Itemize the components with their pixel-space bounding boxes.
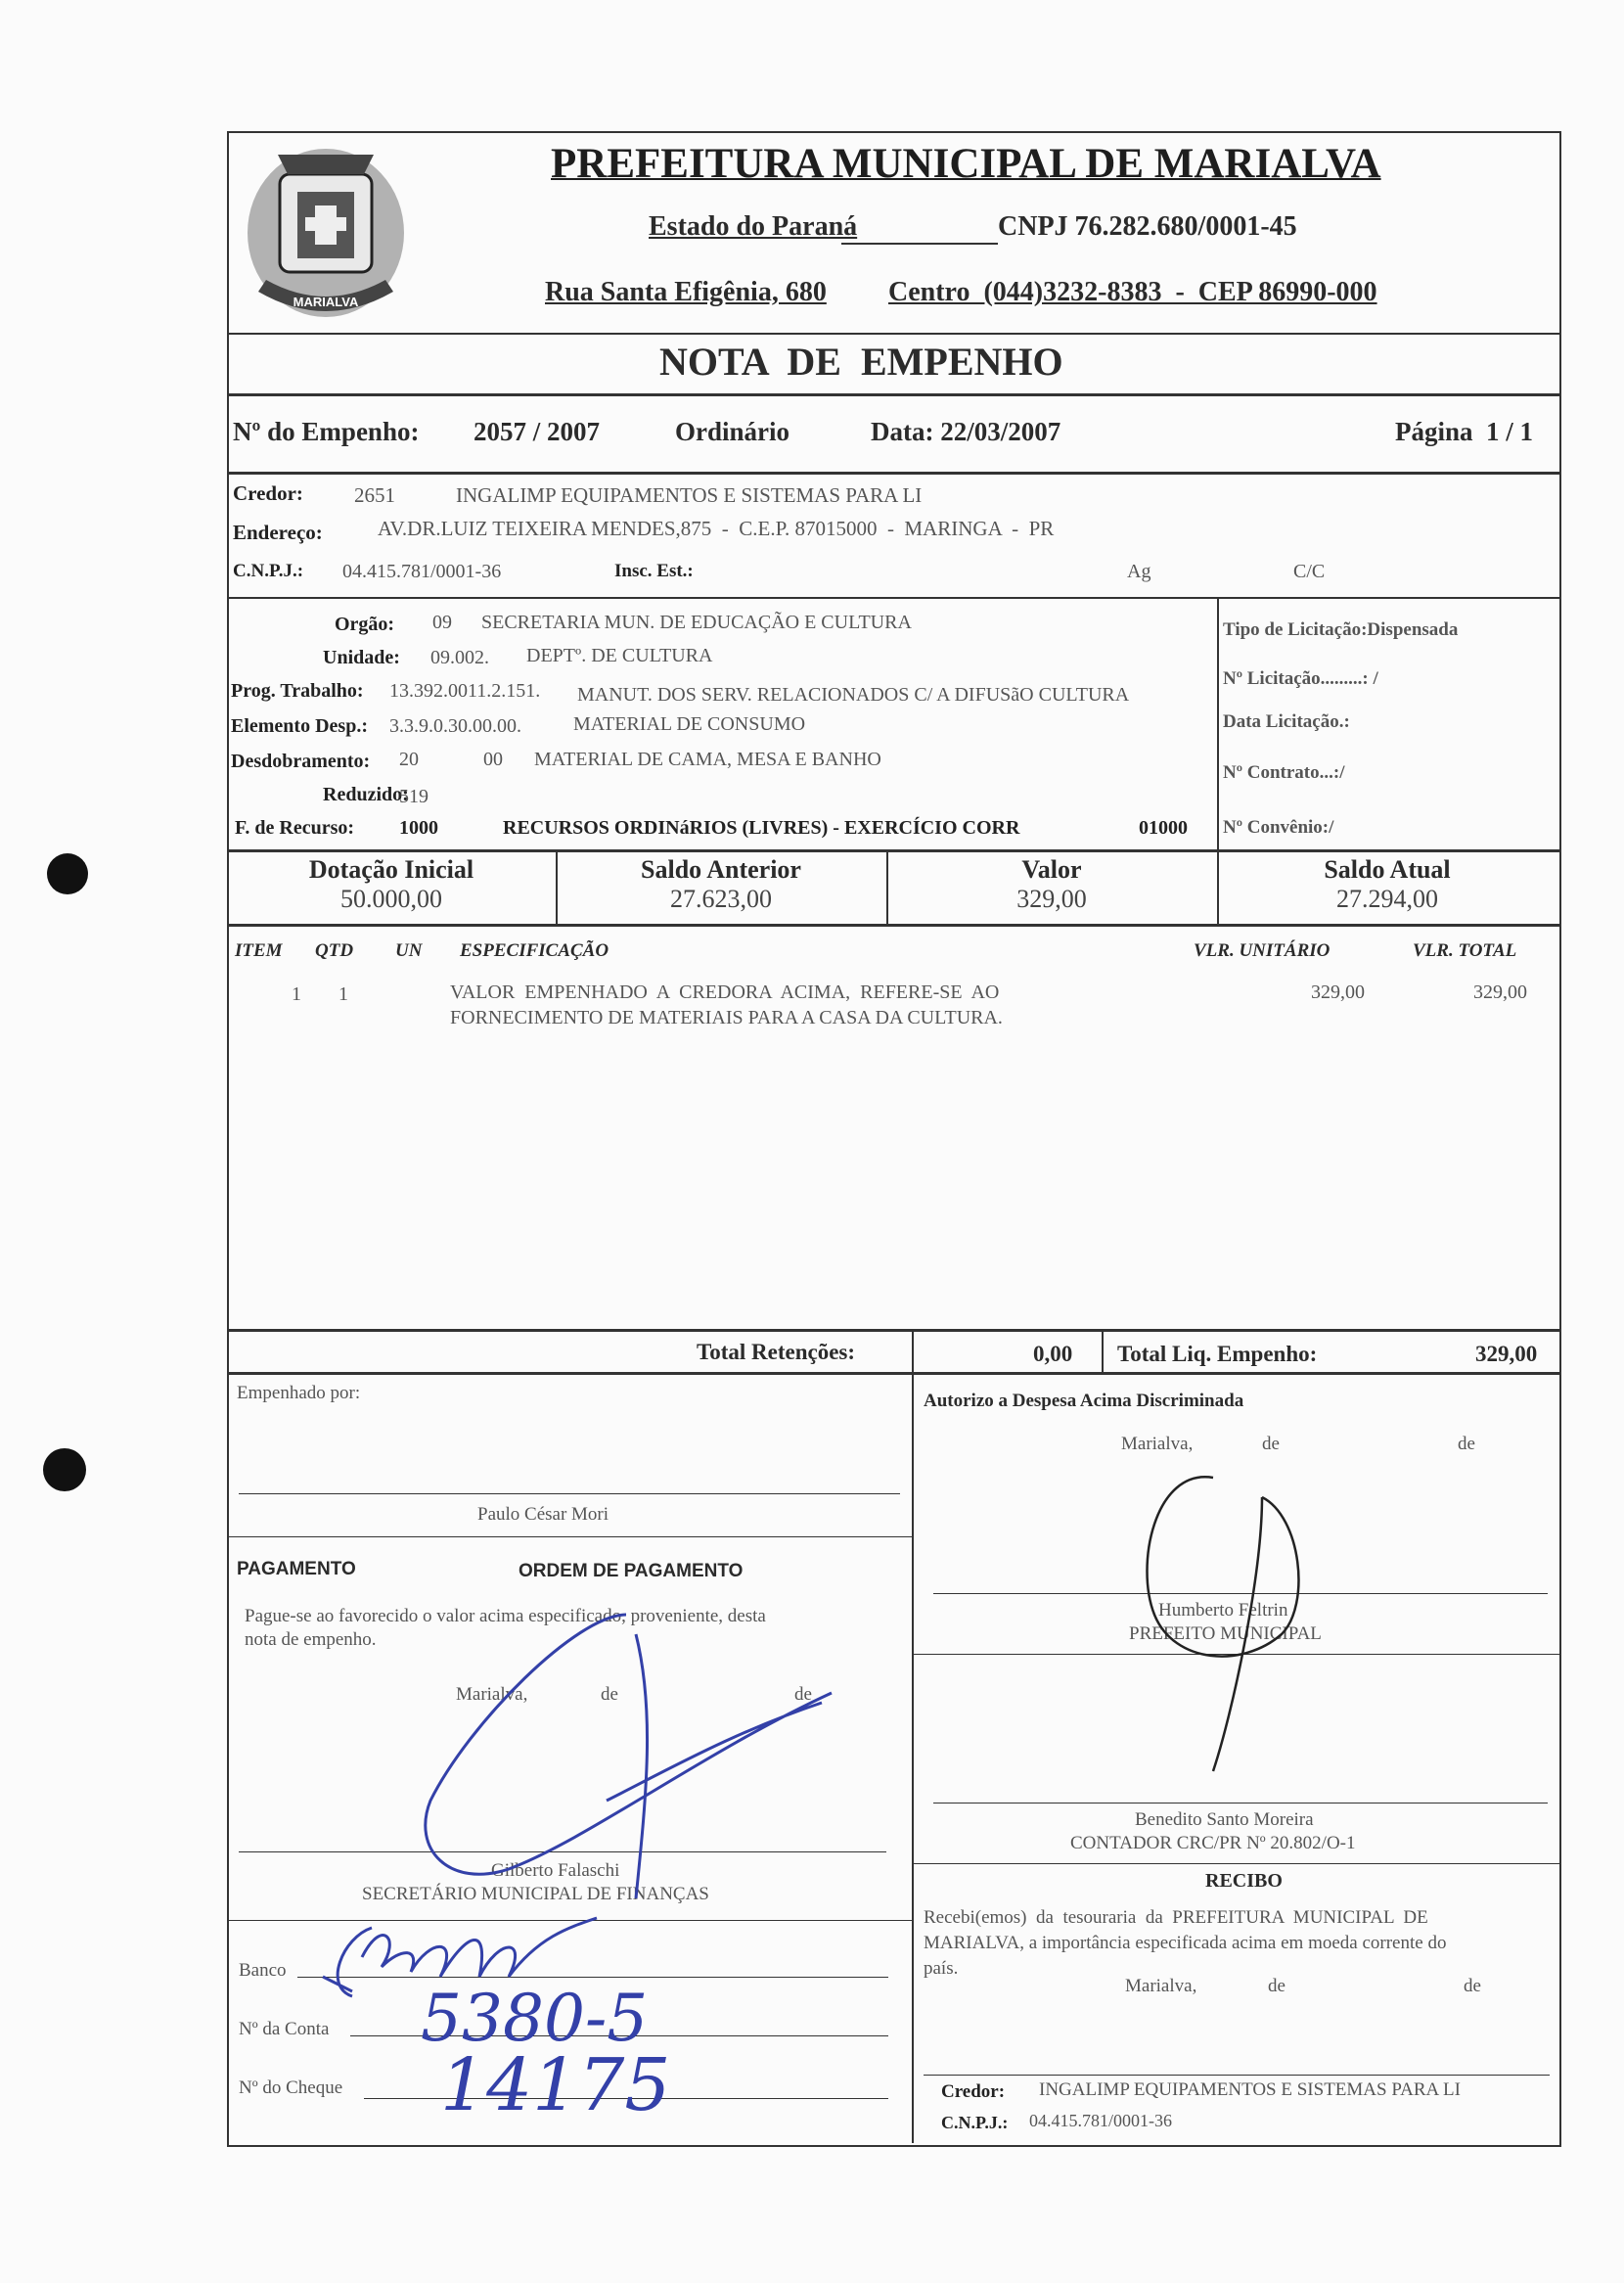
dotacao-inicial-value: 50.000,00 <box>340 885 442 913</box>
dotacao-inicial-label: Dotação Inicial <box>308 855 474 884</box>
valor-value: 329,00 <box>1016 885 1087 913</box>
desdobramento-value1: 20 <box>399 749 419 770</box>
row-item: 1 <box>292 983 301 1005</box>
empenho-date: Data: 22/03/2007 <box>871 417 1061 446</box>
punch-hole-top <box>47 853 88 894</box>
prog-trabalho-label: Prog. Trabalho: <box>231 680 364 702</box>
contador-nome: Benedito Santo Moreira <box>1135 1809 1314 1830</box>
recurso-code: 01000 <box>1139 817 1188 839</box>
credor-code: 2651 <box>354 483 395 507</box>
col-vlr-total: VLR. TOTAL <box>1413 940 1517 961</box>
orgao-desc: SECRETARIA MUN. DE EDUCAÇÃO E CULTURA <box>481 612 912 633</box>
header-state: Estado do Paraná <box>649 211 858 242</box>
cnpj-value: 04.415.781/0001-36 <box>342 561 502 582</box>
empenho-number-label: Nº do Empenho: <box>233 417 420 446</box>
licitacao-data: Data Licitação.: <box>1223 711 1350 732</box>
prefeito-nome: Humberto Feltrin <box>1158 1600 1288 1621</box>
desdobramento-desc: MATERIAL DE CAMA, MESA E BANHO <box>534 749 881 770</box>
orgao-value: 09 <box>432 612 452 633</box>
insc-est-label: Insc. Est.: <box>614 561 694 581</box>
recurso-label: F. de Recurso: <box>235 817 355 839</box>
saldo-atual-label: Saldo Atual <box>1324 855 1451 884</box>
saldo-atual-value: 27.294,00 <box>1336 885 1438 913</box>
orgao-label: Orgão: <box>335 614 395 635</box>
autorizo-de1: de <box>1262 1434 1280 1454</box>
recibo-cnpj-label: C.N.P.J.: <box>941 2113 1009 2132</box>
pagamento-texto-l1: Pague-se ao favorecido o valor acima especificado, proveniente, desta <box>245 1606 766 1626</box>
pagamento-de2: de <box>794 1684 812 1705</box>
total-liq-label: Total Liq. Empenho: <box>1117 1342 1318 1366</box>
doc-title: NOTA DE EMPENHO <box>659 340 1063 384</box>
credor-label: Credor: <box>233 481 303 505</box>
recibo-de2: de <box>1464 1976 1481 1996</box>
empenhado-por-label: Empenhado por: <box>237 1383 361 1403</box>
header-address: Rua Santa Efigênia, 680 <box>545 277 827 307</box>
banco-label: Banco <box>239 1960 287 1981</box>
prefeito-signature <box>1115 1458 1331 1791</box>
desdobramento-label: Desdobramento: <box>231 751 371 772</box>
total-liq-value: 329,00 <box>1475 1342 1538 1366</box>
recibo-de1: de <box>1268 1976 1286 1996</box>
conta-handwritten: 5380-5 <box>421 1981 649 2056</box>
recibo-credor-label: Credor: <box>941 2081 1006 2102</box>
recibo-title: RECIBO <box>1205 1870 1283 1892</box>
row-espec-line2: FORNECIMENTO DE MATERIAIS PARA A CASA DA CULTURA. <box>450 1007 1003 1028</box>
seal-text: MARIALVA <box>293 295 359 309</box>
pagamento-local: Marialva, <box>456 1684 528 1705</box>
page-number: Página 1 / 1 <box>1395 417 1534 446</box>
credor-name: INGALIMP EQUIPAMENTOS E SISTEMAS PARA LI <box>456 483 923 507</box>
cc-label: C/C <box>1293 561 1326 582</box>
secretario-cargo: SECRETÁRIO MUNICIPAL DE FINANÇAS <box>362 1884 709 1904</box>
conta-label: Nº da Conta <box>239 2019 330 2039</box>
reduzido-label: Reduzido: <box>323 784 409 805</box>
convenio-numero: Nº Convênio:/ <box>1223 817 1334 838</box>
saldo-anterior <box>556 855 886 914</box>
prog-trabalho-desc: MANUT. DOS SERV. RELACIONADOS C/ A DIFUSãO CULTURA <box>577 684 1130 706</box>
row-espec-line1: VALOR EMPENHADO A CREDORA ACIMA, REFERE-SE AO <box>450 982 1000 1003</box>
ag-label: Ag <box>1127 561 1151 582</box>
col-un: UN <box>395 940 423 961</box>
contrato-numero: Nº Contrato...:/ <box>1223 762 1345 783</box>
recurso-desc: RECURSOS ORDINáRIOS (LIVRES) - EXERCÍCIO CORR <box>503 817 1020 839</box>
saldo-dotacao-inicial <box>227 855 556 914</box>
empenho-type: Ordinário <box>675 417 790 446</box>
saldo-anterior-label: Saldo Anterior <box>641 855 801 884</box>
row-vlr-unitario: 329,00 <box>1311 982 1365 1003</box>
recibo-credor-value: INGALIMP EQUIPAMENTOS E SISTEMAS PARA LI <box>1039 2079 1461 2100</box>
prog-trabalho-value: 13.392.0011.2.151. <box>389 680 541 702</box>
saldo-atual <box>1217 855 1557 914</box>
pagamento-de1: de <box>601 1684 618 1705</box>
unidade-desc: DEPTº. DE CULTURA <box>526 645 713 666</box>
row-qtd: 1 <box>338 983 348 1005</box>
municipal-seal <box>239 135 413 331</box>
endereco-label: Endereço: <box>233 521 323 544</box>
recibo-texto-l2: MARIALVA, a importância especificada acima em moeda corrente do <box>924 1933 1447 1953</box>
punch-hole-bottom <box>43 1448 86 1491</box>
endereco-value: AV.DR.LUIZ TEIXEIRA MENDES,875 - C.E.P. 87015000 - MARINGA - PR <box>378 517 1055 540</box>
cheque-handwritten: 14175 <box>440 2043 671 2127</box>
autorizo-label: Autorizo a Despesa Acima Discriminada <box>924 1391 1244 1411</box>
secretario-nome: Gilberto Falaschi <box>491 1860 620 1881</box>
unidade-value: 09.002. <box>430 647 489 668</box>
recibo-cnpj-value: 04.415.781/0001-36 <box>1029 2111 1172 2130</box>
secretario-signature <box>411 1605 841 1918</box>
licitacao-tipo: Tipo de Licitação:Dispensada <box>1223 619 1459 640</box>
cnpj-label: C.N.P.J.: <box>233 561 304 581</box>
valor-label: Valor <box>1021 855 1082 884</box>
autorizo-de2: de <box>1458 1434 1475 1454</box>
recibo-texto-l3: país. <box>924 1958 959 1979</box>
col-vlr-unitario: VLR. UNITÁRIO <box>1194 940 1331 961</box>
prefeito-cargo: PREFEITO MUNICIPAL <box>1129 1623 1322 1644</box>
header-contact: Centro (044)3232-8383 - CEP 86990-000 <box>888 277 1377 307</box>
recibo-texto-l1: Recebi(emos) da tesouraria da PREFEITURA MUNICIPAL DE <box>924 1907 1428 1928</box>
pagamento-label: PAGAMENTO <box>237 1559 356 1579</box>
contador-cargo: CONTADOR CRC/PR Nº 20.802/O-1 <box>1070 1833 1356 1853</box>
saldo-valor <box>886 855 1217 914</box>
prefeitura-title: PREFEITURA MUNICIPAL DE MARIALVA <box>551 141 1381 187</box>
reduzido-value: 519 <box>399 786 429 807</box>
row-vlr-total: 329,00 <box>1473 982 1527 1003</box>
ordem-pagamento-label: ORDEM DE PAGAMENTO <box>519 1561 744 1581</box>
pagamento-texto-l2: nota de empenho. <box>245 1629 377 1650</box>
elemento-value: 3.3.9.0.30.00.00. <box>389 715 521 737</box>
empenhado-por-nome: Paulo César Mori <box>477 1504 609 1525</box>
empenho-number: 2057 / 2007 <box>474 417 601 446</box>
recibo-local: Marialva, <box>1125 1976 1197 1996</box>
total-retencoes-value: 0,00 <box>1033 1342 1073 1366</box>
col-especificacao: ESPECIFICAÇÃO <box>460 940 609 961</box>
col-qtd: QTD <box>315 940 354 961</box>
licitacao-numero: Nº Licitação.........: / <box>1223 668 1378 689</box>
header-cnpj: CNPJ 76.282.680/0001-45 <box>998 211 1297 242</box>
elemento-desc: MATERIAL DE CONSUMO <box>573 713 806 735</box>
unidade-label: Unidade: <box>323 647 400 668</box>
desdobramento-value2: 00 <box>483 749 503 770</box>
cheque-label: Nº do Cheque <box>239 2078 343 2098</box>
recurso-value: 1000 <box>399 817 438 839</box>
col-item: ITEM <box>235 940 283 961</box>
saldo-anterior-value: 27.623,00 <box>670 885 772 913</box>
autorizo-local: Marialva, <box>1121 1434 1194 1454</box>
total-retencoes-label: Total Retenções: <box>697 1340 856 1364</box>
elemento-label: Elemento Desp.: <box>231 715 368 737</box>
